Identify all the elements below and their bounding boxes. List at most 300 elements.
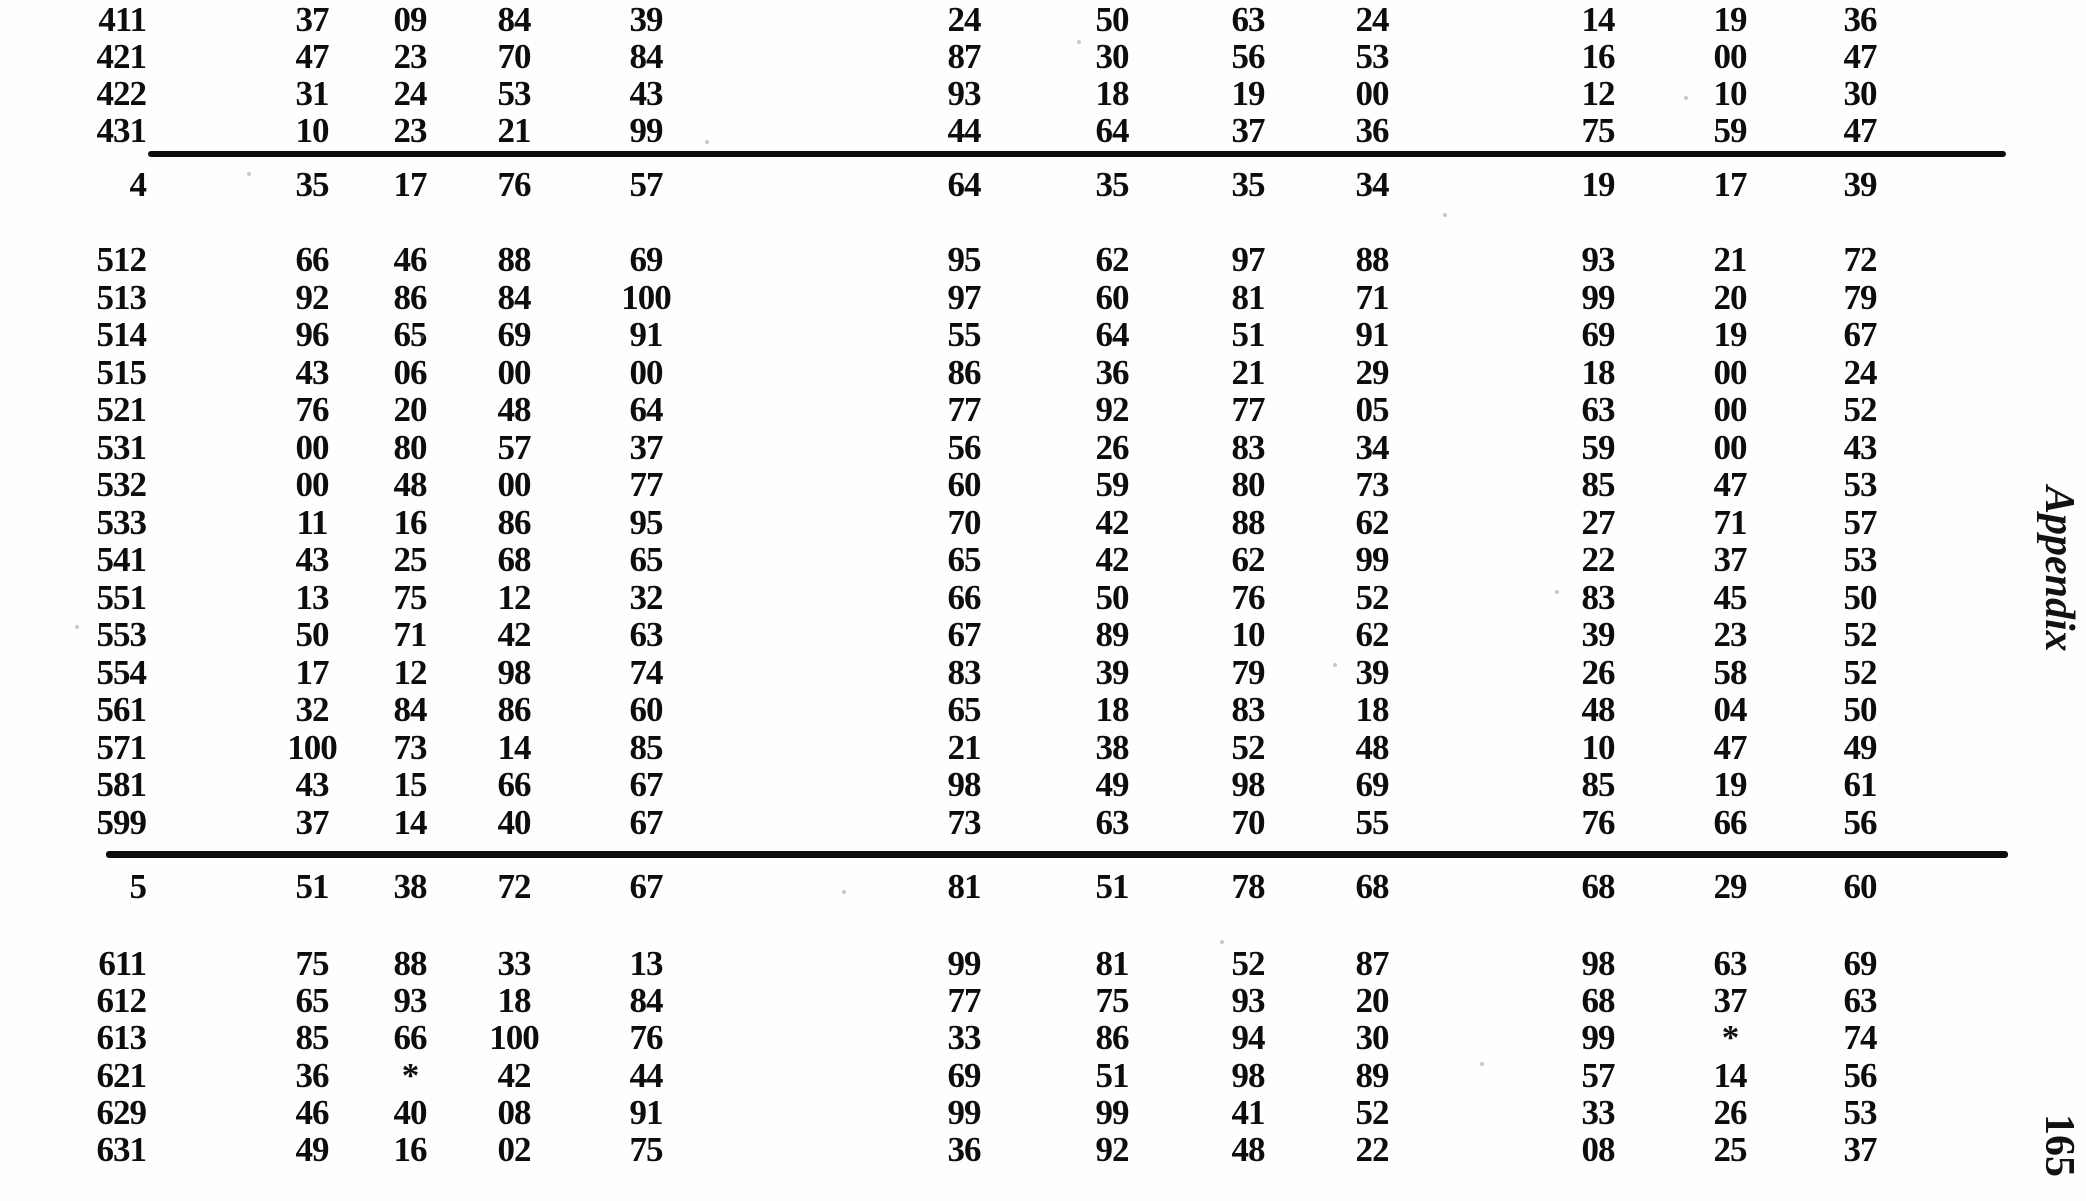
value-cell: 70 bbox=[1231, 802, 1265, 842]
value-cell: 16 bbox=[393, 1130, 427, 1169]
summary-label-cell: 4 bbox=[129, 165, 146, 204]
value-cell: 69 bbox=[497, 315, 531, 354]
value-cell: 89 bbox=[1095, 615, 1129, 654]
value-cell: 86 bbox=[393, 277, 427, 317]
value-cell: 16 bbox=[393, 502, 427, 542]
value-cell: 39 bbox=[1843, 165, 1877, 204]
row-label-cell: 553 bbox=[96, 615, 146, 654]
value-cell: 73 bbox=[947, 802, 981, 842]
value-cell: 46 bbox=[393, 240, 427, 279]
value-cell: 12 bbox=[393, 652, 427, 692]
value-cell: 24 bbox=[1355, 0, 1389, 39]
value-cell: 88 bbox=[1355, 240, 1389, 279]
value-cell: 36 bbox=[1355, 111, 1389, 150]
value-cell: 14 bbox=[1713, 1055, 1747, 1095]
value-cell: 43 bbox=[295, 540, 329, 579]
value-cell: 100 bbox=[621, 277, 671, 317]
row-label-cell: 512 bbox=[96, 240, 146, 279]
value-cell: 71 bbox=[1713, 502, 1747, 542]
value-cell: 00 bbox=[497, 465, 531, 504]
value-cell: 38 bbox=[393, 867, 427, 906]
value-cell: 64 bbox=[947, 165, 981, 204]
value-cell: 00 bbox=[295, 465, 329, 504]
value-cell: 77 bbox=[947, 981, 981, 1021]
value-cell: 21 bbox=[497, 111, 531, 150]
value-cell: 67 bbox=[629, 802, 663, 842]
value-cell: 26 bbox=[1713, 1092, 1747, 1132]
value-cell: 80 bbox=[1231, 465, 1265, 504]
table-row bbox=[0, 466, 2086, 504]
row-label-cell: 531 bbox=[96, 427, 146, 467]
value-cell: 11 bbox=[296, 502, 328, 542]
value-cell: 70 bbox=[947, 502, 981, 542]
scan-speck bbox=[842, 890, 846, 894]
value-cell: 25 bbox=[393, 540, 427, 579]
value-cell: 47 bbox=[1713, 727, 1747, 767]
value-cell: 50 bbox=[1843, 577, 1877, 617]
value-cell: 76 bbox=[1231, 577, 1265, 617]
value-cell: 59 bbox=[1095, 465, 1129, 504]
value-cell: 55 bbox=[947, 315, 981, 354]
value-cell: 35 bbox=[1095, 165, 1129, 204]
row-label-cell: 581 bbox=[96, 765, 146, 804]
value-cell: 43 bbox=[295, 352, 329, 392]
value-cell: 68 bbox=[1581, 867, 1615, 906]
value-cell: 89 bbox=[1355, 1055, 1389, 1095]
value-cell: 41 bbox=[1231, 1092, 1265, 1132]
table-row bbox=[0, 616, 2086, 654]
value-cell: 66 bbox=[947, 577, 981, 617]
missing-value-cell: * bbox=[1721, 1018, 1739, 1058]
value-cell: 18 bbox=[1581, 352, 1615, 392]
value-cell: 75 bbox=[629, 1130, 663, 1169]
value-cell: 39 bbox=[629, 0, 663, 39]
value-cell: 78 bbox=[1231, 867, 1265, 906]
value-cell: 62 bbox=[1355, 615, 1389, 654]
value-cell: 60 bbox=[1095, 277, 1129, 317]
value-cell: 49 bbox=[295, 1130, 329, 1169]
table-row bbox=[0, 1057, 2086, 1095]
table-row bbox=[0, 945, 2086, 983]
value-cell: 66 bbox=[393, 1018, 427, 1058]
value-cell: 87 bbox=[947, 37, 981, 76]
value-cell: 99 bbox=[1581, 277, 1615, 317]
value-cell: 37 bbox=[629, 427, 663, 467]
value-cell: 79 bbox=[1843, 277, 1877, 317]
row-label-cell: 411 bbox=[98, 0, 146, 39]
value-cell: 67 bbox=[629, 765, 663, 804]
value-cell: 08 bbox=[1581, 1130, 1615, 1169]
table-row bbox=[0, 541, 2086, 579]
value-cell: 33 bbox=[947, 1018, 981, 1058]
value-cell: 75 bbox=[393, 577, 427, 617]
value-cell: 68 bbox=[1355, 867, 1389, 906]
value-cell: 58 bbox=[1713, 652, 1747, 692]
value-cell: 73 bbox=[393, 727, 427, 767]
value-cell: 49 bbox=[1843, 727, 1877, 767]
value-cell: 97 bbox=[1231, 240, 1265, 279]
value-cell: 43 bbox=[295, 765, 329, 804]
value-cell: 42 bbox=[497, 615, 531, 654]
value-cell: 10 bbox=[1713, 74, 1747, 113]
value-cell: 25 bbox=[1713, 1130, 1747, 1169]
value-cell: 00 bbox=[497, 352, 531, 392]
value-cell: 98 bbox=[947, 765, 981, 804]
value-cell: 26 bbox=[1581, 652, 1615, 692]
value-cell: 80 bbox=[393, 427, 427, 467]
value-cell: 10 bbox=[1581, 727, 1615, 767]
row-label-cell: 532 bbox=[96, 465, 146, 504]
missing-value-cell: * bbox=[401, 1055, 419, 1095]
value-cell: 40 bbox=[497, 802, 531, 842]
value-cell: 92 bbox=[1095, 390, 1129, 429]
value-cell: 62 bbox=[1231, 540, 1265, 579]
table-row bbox=[0, 1019, 2086, 1057]
table-row bbox=[0, 1131, 2086, 1169]
value-cell: 65 bbox=[295, 981, 329, 1021]
table-row bbox=[0, 804, 2086, 842]
row-label-cell: 514 bbox=[96, 315, 146, 354]
value-cell: 60 bbox=[947, 465, 981, 504]
value-cell: 63 bbox=[1843, 981, 1877, 1021]
value-cell: 47 bbox=[295, 37, 329, 76]
value-cell: 39 bbox=[1095, 652, 1129, 692]
value-cell: 47 bbox=[1713, 465, 1747, 504]
value-cell: 53 bbox=[1355, 37, 1389, 76]
scan-speck bbox=[1684, 96, 1688, 100]
value-cell: 69 bbox=[1581, 315, 1615, 354]
value-cell: 13 bbox=[295, 577, 329, 617]
value-cell: 93 bbox=[947, 74, 981, 113]
value-cell: 66 bbox=[497, 765, 531, 804]
value-cell: 20 bbox=[1355, 981, 1389, 1021]
value-cell: 98 bbox=[1231, 1055, 1265, 1095]
value-cell: 86 bbox=[1095, 1018, 1129, 1058]
value-cell: 16 bbox=[1581, 37, 1615, 76]
row-label-cell: 561 bbox=[96, 690, 146, 729]
value-cell: 93 bbox=[1231, 981, 1265, 1021]
value-cell: 57 bbox=[629, 165, 663, 204]
table-row bbox=[0, 504, 2086, 542]
value-cell: 79 bbox=[1231, 652, 1265, 692]
value-cell: 17 bbox=[1713, 165, 1747, 204]
value-cell: 46 bbox=[295, 1092, 329, 1132]
value-cell: 43 bbox=[1843, 427, 1877, 467]
value-cell: 02 bbox=[497, 1130, 531, 1169]
value-cell: 17 bbox=[295, 652, 329, 692]
value-cell: 88 bbox=[393, 944, 427, 983]
value-cell: 85 bbox=[629, 727, 663, 767]
value-cell: 35 bbox=[1231, 165, 1265, 204]
table-row bbox=[0, 241, 2086, 279]
value-cell: 50 bbox=[1095, 577, 1129, 617]
value-cell: 34 bbox=[1355, 165, 1389, 204]
value-cell: 84 bbox=[629, 37, 663, 76]
scan-speck bbox=[1443, 213, 1447, 217]
value-cell: 05 bbox=[1355, 390, 1389, 429]
value-cell: 77 bbox=[629, 465, 663, 504]
value-cell: 14 bbox=[497, 727, 531, 767]
value-cell: 45 bbox=[1713, 577, 1747, 617]
scan-speck bbox=[1333, 663, 1337, 667]
value-cell: 52 bbox=[1355, 1092, 1389, 1132]
value-cell: 48 bbox=[393, 465, 427, 504]
table-row bbox=[0, 691, 2086, 729]
value-cell: 63 bbox=[629, 615, 663, 654]
value-cell: 12 bbox=[497, 577, 531, 617]
value-cell: 32 bbox=[295, 690, 329, 729]
table-row bbox=[0, 982, 2086, 1020]
summary-label-cell: 5 bbox=[129, 867, 146, 906]
value-cell: 21 bbox=[947, 727, 981, 767]
value-cell: 91 bbox=[629, 315, 663, 354]
value-cell: 14 bbox=[1581, 0, 1615, 39]
value-cell: 38 bbox=[1095, 727, 1129, 767]
value-cell: 99 bbox=[1095, 1092, 1129, 1132]
value-cell: 15 bbox=[393, 765, 427, 804]
value-cell: 19 bbox=[1713, 0, 1747, 39]
value-cell: 52 bbox=[1843, 390, 1877, 429]
table-row bbox=[0, 75, 2086, 113]
value-cell: 65 bbox=[947, 690, 981, 729]
scan-speck bbox=[247, 172, 251, 176]
value-cell: 92 bbox=[295, 277, 329, 317]
value-cell: 17 bbox=[393, 165, 427, 204]
value-cell: 59 bbox=[1713, 111, 1747, 150]
value-cell: 29 bbox=[1713, 867, 1747, 906]
value-cell: 83 bbox=[1231, 690, 1265, 729]
value-cell: 09 bbox=[393, 0, 427, 39]
table-row bbox=[0, 279, 2086, 317]
value-cell: 53 bbox=[1843, 1092, 1877, 1132]
value-cell: 00 bbox=[1713, 352, 1747, 392]
value-cell: 99 bbox=[947, 1092, 981, 1132]
value-cell: 63 bbox=[1581, 390, 1615, 429]
value-cell: 00 bbox=[295, 427, 329, 467]
row-label-cell: 613 bbox=[96, 1018, 146, 1058]
table-row bbox=[0, 429, 2086, 467]
value-cell: 18 bbox=[497, 981, 531, 1021]
value-cell: 85 bbox=[1581, 765, 1615, 804]
value-cell: 77 bbox=[947, 390, 981, 429]
value-cell: 24 bbox=[393, 74, 427, 113]
value-cell: 72 bbox=[1843, 240, 1877, 279]
value-cell: 19 bbox=[1713, 315, 1747, 354]
value-cell: 19 bbox=[1581, 165, 1615, 204]
value-cell: 51 bbox=[295, 867, 329, 906]
value-cell: 57 bbox=[497, 427, 531, 467]
table-row bbox=[0, 729, 2086, 767]
value-cell: 10 bbox=[295, 111, 329, 150]
value-cell: 100 bbox=[287, 727, 337, 767]
value-cell: 48 bbox=[1581, 690, 1615, 729]
value-cell: 86 bbox=[497, 502, 531, 542]
value-cell: 66 bbox=[295, 240, 329, 279]
value-cell: 94 bbox=[1231, 1018, 1265, 1058]
value-cell: 53 bbox=[497, 74, 531, 113]
value-cell: 87 bbox=[1355, 944, 1389, 983]
value-cell: 81 bbox=[1231, 277, 1265, 317]
table-row bbox=[0, 654, 2086, 692]
value-cell: 92 bbox=[1095, 1130, 1129, 1169]
value-cell: 12 bbox=[1581, 74, 1615, 113]
row-label-cell: 554 bbox=[96, 652, 146, 692]
value-cell: 93 bbox=[393, 981, 427, 1021]
value-cell: 40 bbox=[393, 1092, 427, 1132]
value-cell: 57 bbox=[1581, 1055, 1615, 1095]
value-cell: 88 bbox=[497, 240, 531, 279]
value-cell: 70 bbox=[497, 37, 531, 76]
value-cell: 73 bbox=[1355, 465, 1389, 504]
appendix-running-head: Appendix bbox=[2036, 486, 2082, 652]
value-cell: 74 bbox=[629, 652, 663, 692]
value-cell: 04 bbox=[1713, 690, 1747, 729]
value-cell: 64 bbox=[629, 390, 663, 429]
value-cell: 00 bbox=[1713, 37, 1747, 76]
value-cell: 24 bbox=[1843, 352, 1877, 392]
value-cell: 21 bbox=[1231, 352, 1265, 392]
value-cell: 22 bbox=[1581, 540, 1615, 579]
value-cell: 69 bbox=[629, 240, 663, 279]
value-cell: 50 bbox=[295, 615, 329, 654]
value-cell: 99 bbox=[629, 111, 663, 150]
table-row bbox=[0, 1094, 2086, 1132]
table-row bbox=[0, 579, 2086, 617]
value-cell: 97 bbox=[947, 277, 981, 317]
value-cell: 30 bbox=[1095, 37, 1129, 76]
value-cell: 10 bbox=[1231, 615, 1265, 654]
value-cell: 98 bbox=[1581, 944, 1615, 983]
value-cell: 83 bbox=[947, 652, 981, 692]
value-cell: 64 bbox=[1095, 315, 1129, 354]
value-cell: 67 bbox=[1843, 315, 1877, 354]
row-label-cell: 533 bbox=[96, 502, 146, 542]
value-cell: 93 bbox=[1581, 240, 1615, 279]
value-cell: 49 bbox=[1095, 765, 1129, 804]
row-label-cell: 621 bbox=[96, 1055, 146, 1095]
scan-speck bbox=[75, 625, 79, 629]
value-cell: 59 bbox=[1581, 427, 1615, 467]
row-label-cell: 599 bbox=[96, 802, 146, 842]
value-cell: 60 bbox=[629, 690, 663, 729]
value-cell: 84 bbox=[497, 277, 531, 317]
value-cell: 23 bbox=[393, 37, 427, 76]
value-cell: 30 bbox=[1355, 1018, 1389, 1058]
value-cell: 84 bbox=[629, 981, 663, 1021]
value-cell: 91 bbox=[1355, 315, 1389, 354]
value-cell: 47 bbox=[1843, 37, 1877, 76]
value-cell: 50 bbox=[1095, 0, 1129, 39]
value-cell: 99 bbox=[1355, 540, 1389, 579]
value-cell: 53 bbox=[1843, 465, 1877, 504]
value-cell: 84 bbox=[497, 0, 531, 39]
row-label-cell: 515 bbox=[96, 352, 146, 392]
value-cell: 21 bbox=[1713, 240, 1747, 279]
row-label-cell: 631 bbox=[96, 1130, 146, 1169]
value-cell: 99 bbox=[1581, 1018, 1615, 1058]
value-cell: 37 bbox=[295, 802, 329, 842]
value-cell: 77 bbox=[1231, 390, 1265, 429]
value-cell: 36 bbox=[295, 1055, 329, 1095]
value-cell: 51 bbox=[1095, 1055, 1129, 1095]
row-label-cell: 421 bbox=[96, 37, 146, 76]
value-cell: 85 bbox=[1581, 465, 1615, 504]
value-cell: 37 bbox=[1713, 981, 1747, 1021]
value-cell: 83 bbox=[1581, 577, 1615, 617]
value-cell: 20 bbox=[393, 390, 427, 429]
value-cell: 18 bbox=[1095, 690, 1129, 729]
value-cell: 33 bbox=[1581, 1092, 1615, 1132]
value-cell: 86 bbox=[497, 690, 531, 729]
value-cell: 22 bbox=[1355, 1130, 1389, 1169]
value-cell: 99 bbox=[947, 944, 981, 983]
table-row bbox=[0, 316, 2086, 354]
value-cell: 39 bbox=[1581, 615, 1615, 654]
value-cell: 98 bbox=[1231, 765, 1265, 804]
value-cell: 60 bbox=[1843, 867, 1877, 906]
scan-speck bbox=[1220, 940, 1224, 944]
value-cell: 66 bbox=[1713, 802, 1747, 842]
value-cell: 53 bbox=[1843, 540, 1877, 579]
value-cell: 33 bbox=[497, 944, 531, 983]
value-cell: 76 bbox=[497, 165, 531, 204]
value-cell: 68 bbox=[497, 540, 531, 579]
value-cell: 00 bbox=[629, 352, 663, 392]
value-cell: 56 bbox=[947, 427, 981, 467]
value-cell: 47 bbox=[1843, 111, 1877, 150]
value-cell: 85 bbox=[295, 1018, 329, 1058]
value-cell: 52 bbox=[1231, 727, 1265, 767]
scan-speck bbox=[705, 140, 709, 144]
value-cell: 95 bbox=[947, 240, 981, 279]
table-row bbox=[0, 1, 2086, 39]
table-row bbox=[0, 38, 2086, 76]
value-cell: 57 bbox=[1843, 502, 1877, 542]
value-cell: 52 bbox=[1843, 652, 1877, 692]
value-cell: 75 bbox=[1095, 981, 1129, 1021]
row-label-cell: 422 bbox=[96, 74, 146, 113]
value-cell: 62 bbox=[1355, 502, 1389, 542]
value-cell: 36 bbox=[1095, 352, 1129, 392]
value-cell: 48 bbox=[1355, 727, 1389, 767]
value-cell: 76 bbox=[629, 1018, 663, 1058]
value-cell: 20 bbox=[1713, 277, 1747, 317]
summary-rule-group-4 bbox=[148, 151, 2006, 157]
value-cell: 71 bbox=[1355, 277, 1389, 317]
row-label-cell: 513 bbox=[96, 277, 146, 317]
value-cell: 00 bbox=[1355, 74, 1389, 113]
value-cell: 65 bbox=[393, 315, 427, 354]
value-cell: 91 bbox=[629, 1092, 663, 1132]
value-cell: 76 bbox=[1581, 802, 1615, 842]
value-cell: 52 bbox=[1843, 615, 1877, 654]
value-cell: 86 bbox=[947, 352, 981, 392]
value-cell: 56 bbox=[1843, 802, 1877, 842]
value-cell: 44 bbox=[947, 111, 981, 150]
page-number: 165 bbox=[2036, 1114, 2082, 1177]
value-cell: 36 bbox=[1843, 0, 1877, 39]
value-cell: 65 bbox=[947, 540, 981, 579]
value-cell: 52 bbox=[1355, 577, 1389, 617]
value-cell: 69 bbox=[947, 1055, 981, 1095]
table-row bbox=[0, 354, 2086, 392]
value-cell: 19 bbox=[1713, 765, 1747, 804]
value-cell: 23 bbox=[1713, 615, 1747, 654]
value-cell: 64 bbox=[1095, 111, 1129, 150]
value-cell: 00 bbox=[1713, 390, 1747, 429]
value-cell: 31 bbox=[295, 74, 329, 113]
value-cell: 81 bbox=[1095, 944, 1129, 983]
